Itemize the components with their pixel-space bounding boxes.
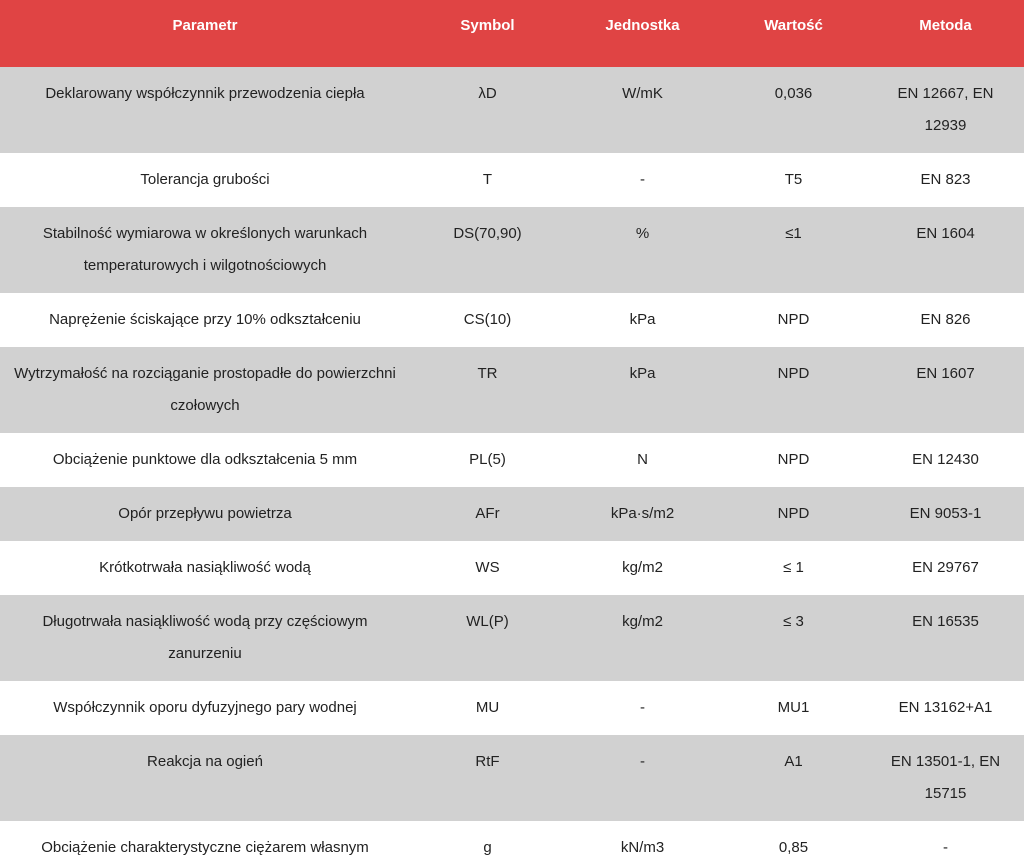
table-row xyxy=(0,487,1024,541)
cell-symbol: g xyxy=(410,821,565,864)
cell-method: EN 12667, EN 12939 xyxy=(867,67,1024,153)
cell-symbol: TR xyxy=(410,347,565,433)
cell-method: EN 13162+A1 xyxy=(867,681,1024,735)
cell-unit: kg/m2 xyxy=(565,595,720,681)
cell-unit: kPa xyxy=(565,293,720,347)
cell-parameter: Naprężenie ściskające przy 10% odkształceniu xyxy=(0,293,410,347)
table-row xyxy=(0,821,1024,864)
cell-parameter: Opór przepływu powietrza xyxy=(0,487,410,541)
header-row xyxy=(0,0,1024,67)
header-parameter: Parametr xyxy=(0,0,410,67)
cell-method: EN 9053-1 xyxy=(867,487,1024,541)
cell-unit: % xyxy=(565,207,720,293)
header-symbol: Symbol xyxy=(410,0,565,67)
table-row xyxy=(0,681,1024,735)
cell-unit: kPa xyxy=(565,347,720,433)
cell-value: NPD xyxy=(720,347,867,433)
cell-method: EN 16535 xyxy=(867,595,1024,681)
cell-value: T5 xyxy=(720,153,867,207)
cell-value: 0,036 xyxy=(720,67,867,153)
cell-value: NPD xyxy=(720,487,867,541)
cell-parameter: Tolerancja grubości xyxy=(0,153,410,207)
table-row xyxy=(0,433,1024,487)
cell-method: EN 823 xyxy=(867,153,1024,207)
cell-value: ≤1 xyxy=(720,207,867,293)
table-row xyxy=(0,207,1024,293)
cell-symbol: RtF xyxy=(410,735,565,821)
cell-parameter: Deklarowany współczynnik przewodzenia ciepła xyxy=(0,67,410,153)
cell-unit: kg/m2 xyxy=(565,541,720,595)
cell-symbol: WS xyxy=(410,541,565,595)
cell-unit: kPa·s/m2 xyxy=(565,487,720,541)
cell-parameter: Obciążenie punktowe dla odkształcenia 5 mm xyxy=(0,433,410,487)
cell-unit: - xyxy=(565,735,720,821)
cell-value: NPD xyxy=(720,293,867,347)
cell-value: ≤ 1 xyxy=(720,541,867,595)
table-row xyxy=(0,153,1024,207)
cell-symbol: PL(5) xyxy=(410,433,565,487)
cell-value: NPD xyxy=(720,433,867,487)
cell-parameter: Stabilność wymiarowa w określonych warunkach temperaturowych i wilgotnościowych xyxy=(0,207,410,293)
cell-unit: - xyxy=(565,153,720,207)
table-body xyxy=(0,67,1024,864)
table-row xyxy=(0,293,1024,347)
cell-method: EN 12430 xyxy=(867,433,1024,487)
cell-symbol: MU xyxy=(410,681,565,735)
table-row xyxy=(0,347,1024,433)
table-header xyxy=(0,0,1024,67)
cell-parameter: Wytrzymałość na rozciąganie prostopadłe do powierzchni czołowych xyxy=(0,347,410,433)
cell-method: EN 1607 xyxy=(867,347,1024,433)
cell-unit: kN/m3 xyxy=(565,821,720,864)
cell-symbol: WL(P) xyxy=(410,595,565,681)
cell-parameter: Krótkotrwała nasiąkliwość wodą xyxy=(0,541,410,595)
cell-method: - xyxy=(867,821,1024,864)
cell-symbol: CS(10) xyxy=(410,293,565,347)
cell-value: A1 xyxy=(720,735,867,821)
table-row xyxy=(0,595,1024,681)
header-value: Wartość xyxy=(720,0,867,67)
cell-symbol: T xyxy=(410,153,565,207)
cell-parameter: Obciążenie charakterystyczne ciężarem własnym xyxy=(0,821,410,864)
table-row xyxy=(0,541,1024,595)
cell-parameter: Reakcja na ogień xyxy=(0,735,410,821)
header-unit: Jednostka xyxy=(565,0,720,67)
cell-symbol: DS(70,90) xyxy=(410,207,565,293)
header-method: Metoda xyxy=(867,0,1024,67)
table-row xyxy=(0,735,1024,821)
cell-method: EN 29767 xyxy=(867,541,1024,595)
table-row xyxy=(0,67,1024,153)
cell-symbol: λD xyxy=(410,67,565,153)
cell-symbol: AFr xyxy=(410,487,565,541)
cell-method: EN 1604 xyxy=(867,207,1024,293)
cell-value: ≤ 3 xyxy=(720,595,867,681)
cell-value: 0,85 xyxy=(720,821,867,864)
cell-method: EN 13501-1, EN 15715 xyxy=(867,735,1024,821)
cell-parameter: Długotrwała nasiąkliwość wodą przy częściowym zanurzeniu xyxy=(0,595,410,681)
cell-method: EN 826 xyxy=(867,293,1024,347)
cell-unit: N xyxy=(565,433,720,487)
cell-unit: W/mK xyxy=(565,67,720,153)
cell-unit: - xyxy=(565,681,720,735)
cell-parameter: Współczynnik oporu dyfuzyjnego pary wodnej xyxy=(0,681,410,735)
cell-value: MU1 xyxy=(720,681,867,735)
